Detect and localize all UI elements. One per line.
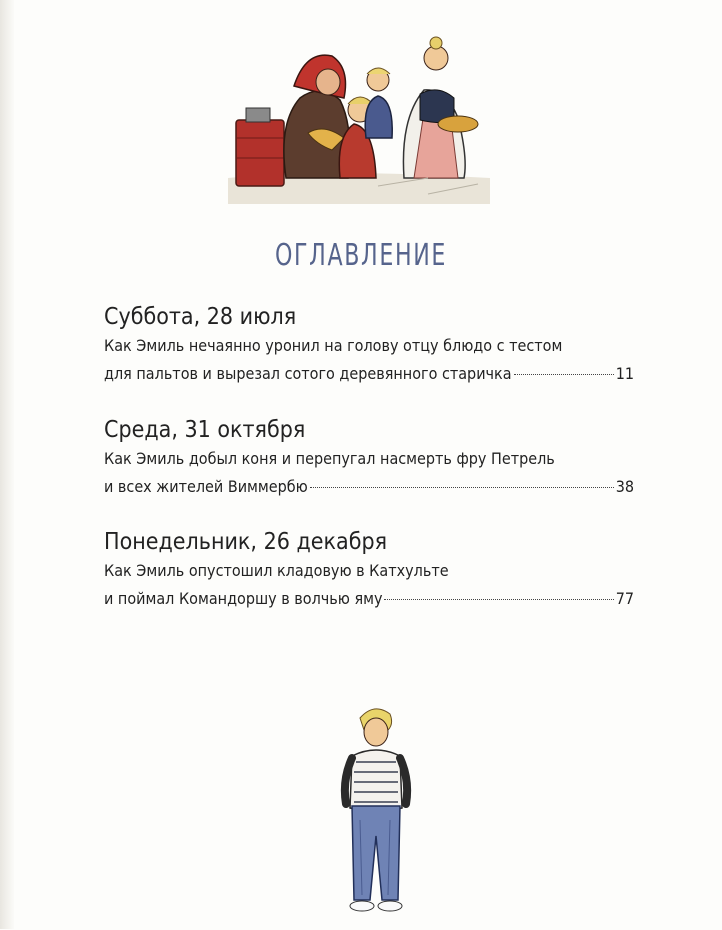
toc-entry-line — [104, 557, 634, 585]
dot-leader — [384, 599, 613, 600]
toc-entry-link[interactable] — [104, 585, 634, 613]
entry-text: Как Эмиль опустошил кладовую в Катхульте — [104, 561, 449, 580]
entry-text: и всех жителей Виммербю — [104, 477, 308, 496]
entry-text: для пальтов и вырезал сотого деревянного старичка — [104, 364, 512, 383]
entry-text: и поймал Командоршу в волчью яму — [104, 589, 383, 608]
toc-entry-line — [104, 445, 634, 473]
toc-title: ОГЛАВЛЕНИЕ — [274, 238, 448, 273]
dot-leader — [514, 374, 614, 375]
page-number: 11 — [615, 364, 634, 383]
page-edge — [0, 0, 14, 929]
dot-leader — [310, 487, 614, 488]
toc-section — [104, 302, 634, 388]
toc-entry-line — [104, 332, 634, 360]
toc-entry-link[interactable] — [104, 473, 634, 501]
section-heading: Понедельник, 26 декабря — [104, 529, 388, 555]
page-number: 77 — [615, 589, 634, 608]
entry-text: Как Эмиль нечаянно уронил на голову отцу блюдо с тестом — [104, 336, 563, 355]
entry-text: Как Эмиль добыл коня и перепугал насмерть фру Петрель — [104, 449, 555, 468]
toc-section — [104, 415, 634, 501]
boy-illustration — [336, 700, 414, 930]
family-illustration — [228, 28, 490, 204]
section-heading: Среда, 31 октября — [104, 417, 306, 443]
section-heading: Суббота, 28 июля — [104, 304, 297, 330]
toc-section — [104, 527, 634, 613]
toc-entry-link[interactable] — [104, 360, 634, 388]
page-number: 38 — [615, 477, 634, 496]
